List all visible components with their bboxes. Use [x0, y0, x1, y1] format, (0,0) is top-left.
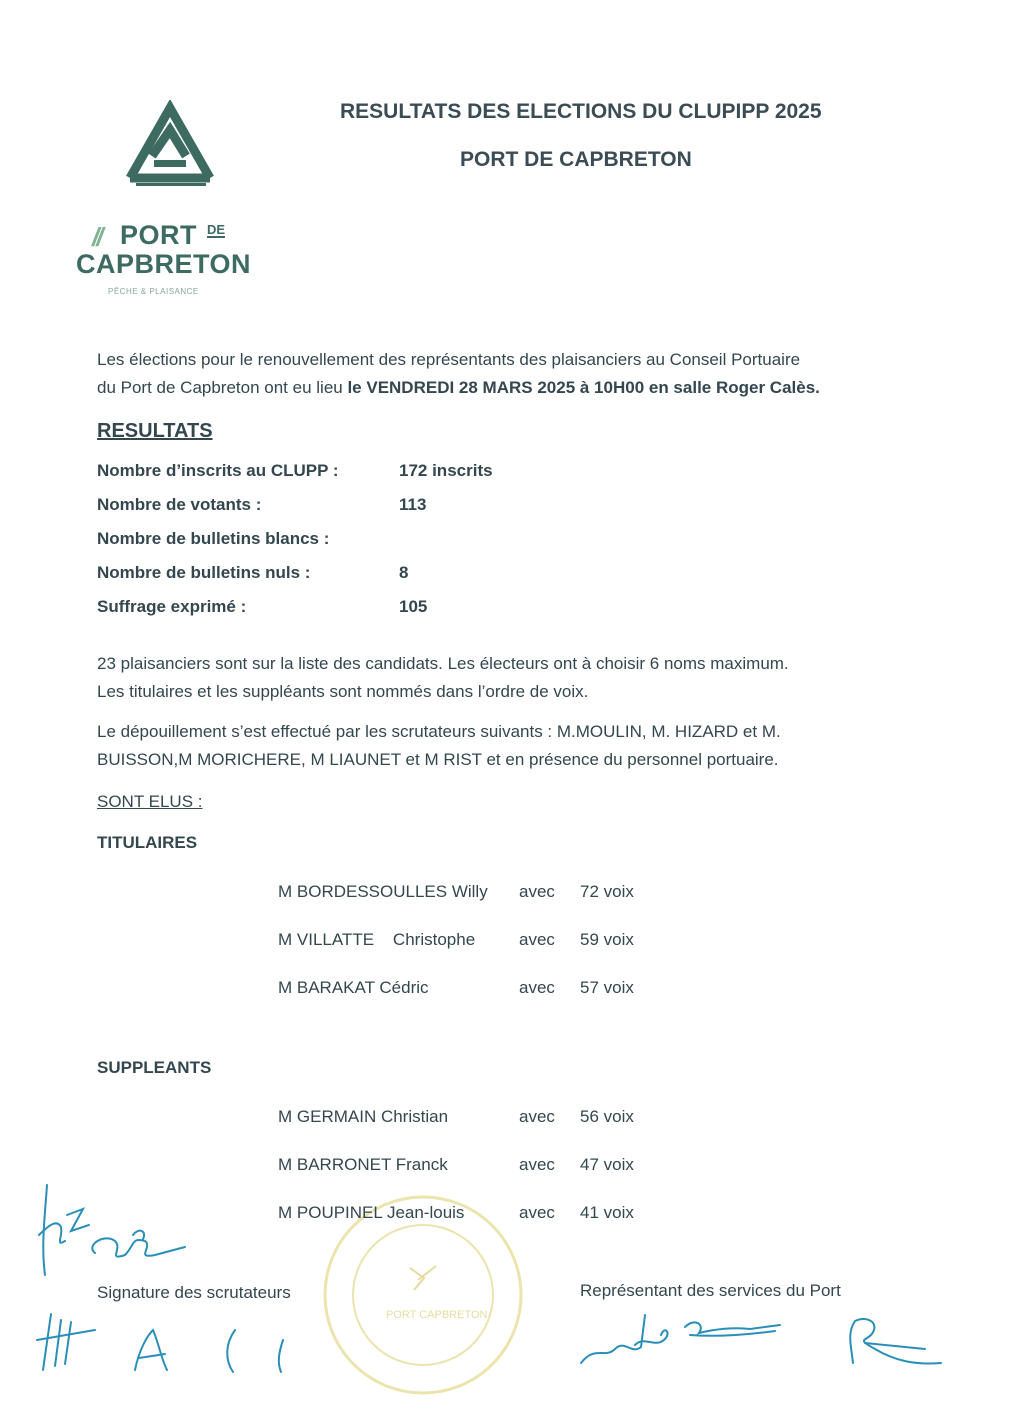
elected-avec: avec	[519, 1107, 555, 1126]
elected-votes: 59 voix	[580, 930, 634, 949]
suppleants-heading: SUPPLEANTS	[97, 1058, 212, 1077]
elected-votes: 41 voix	[580, 1203, 634, 1222]
stat-label: Nombre de bulletins nuls :	[97, 563, 311, 582]
elected-avec: avec	[519, 1203, 555, 1222]
intro-line-2-plain: du Port de Capbreton ont eu lieu	[97, 378, 348, 397]
logo-slashes: //	[92, 222, 101, 252]
elected-votes: 47 voix	[580, 1155, 634, 1174]
intro-line-1: Les élections pour le renouvellement des représentants des plaisanciers au Conseil Portuaire	[97, 350, 801, 369]
candidates-line-2: Les titulaires et les suppléants sont nommés dans l’ordre de voix.	[97, 682, 589, 701]
elected-avec: avec	[519, 930, 555, 949]
elected-name: M BARRONET Franck	[278, 1155, 448, 1174]
elected-heading: SONT ELUS :	[97, 792, 203, 811]
elected-votes: 57 voix	[580, 978, 634, 997]
stat-label: Suffrage exprimé :	[97, 597, 247, 616]
count-line-1: Le dépouillement s’est effectué par les scrutateurs suivants : M.MOULIN, M. HIZARD et M.	[97, 722, 781, 741]
stat-label: Nombre d’inscrits au CLUPP :	[97, 461, 339, 480]
stat-value: 172 inscrits	[399, 461, 493, 480]
elected-avec: avec	[519, 1155, 555, 1174]
logo-capbreton-text: CAPBRETON	[76, 249, 252, 279]
stat-label: Nombre de bulletins blancs :	[97, 529, 330, 548]
logo-port-text: PORT	[120, 220, 198, 250]
scrutateurs-signature-label: Signature des scrutateurs	[97, 1283, 291, 1302]
port-representative-label: Représentant des services du Port	[580, 1281, 841, 1300]
intro-line-2-bold: le VENDREDI 28 MARS 2025 à 10H00 en salle Roger Calès.	[347, 378, 820, 397]
stat-value: 113	[399, 495, 427, 514]
stat-label: Nombre de votants :	[97, 495, 262, 514]
logo-de-text: DE	[207, 222, 226, 237]
stat-value: 8	[399, 563, 409, 582]
titulaires-heading: TITULAIRES	[97, 833, 198, 852]
results-heading: RESULTATS	[97, 420, 213, 442]
elected-name: M BORDESSOULLES Willy	[278, 882, 488, 901]
elected-name: M VILLATTE Christophe	[278, 930, 476, 949]
document-subtitle: PORT DE CAPBRETON	[460, 148, 692, 171]
document-title: RESULTATS DES ELECTIONS DU CLUPIPP 2025	[340, 100, 822, 123]
intro-line-2	[97, 374, 820, 402]
elected-votes: 72 voix	[580, 882, 634, 901]
elected-avec: avec	[519, 978, 555, 997]
triangle-logo-icon	[122, 100, 218, 192]
port-logo	[70, 100, 270, 310]
elected-avec: avec	[519, 882, 555, 901]
signature-scrutateur-1-icon	[35, 1175, 195, 1285]
logo-tagline: PÊCHE & PLAISANCE	[108, 287, 199, 296]
stamp-center-text: PORT CAPBRETON	[386, 1309, 488, 1321]
signature-scrutateurs-row-icon	[35, 1300, 315, 1380]
count-line-2: BUISSON,M MORICHERE, M LIAUNET et M RIST et en présence du personnel portuaire.	[97, 750, 779, 769]
stat-value: 105	[399, 597, 428, 616]
elected-name: M GERMAIN Christian	[278, 1107, 449, 1126]
elected-name: M BARAKAT Cédric	[278, 978, 429, 997]
elected-name: M POUPINEL Jean-louis	[278, 1203, 465, 1222]
elected-votes: 56 voix	[580, 1107, 634, 1126]
candidates-line-1: 23 plaisanciers sont sur la liste des candidats. Les électeurs ont à choisir 6 noms maximum.	[97, 654, 789, 673]
signature-port-representatives-icon	[575, 1305, 955, 1375]
